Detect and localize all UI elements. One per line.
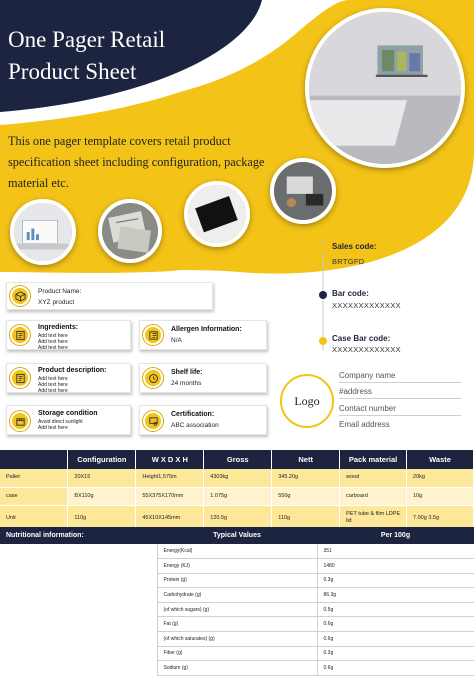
clock-icon [143,368,163,388]
nutrition-table [0,527,474,676]
spec-header-cell: W X D X H [136,450,204,469]
table-cell: 1.075g [204,487,272,505]
laptop-cart-photo [305,8,465,168]
description-line: Add text here [38,388,68,394]
allergen-card [139,320,267,350]
page-title [8,24,228,88]
table-row [0,646,474,661]
case-bar-code-label: Case Bar code: [332,334,391,343]
table-cell: 45X10X145mm [136,505,204,531]
table-row [0,544,474,559]
table-cell: 1480 [317,559,474,574]
table-cell: 10g [407,487,474,505]
table-row [0,573,474,588]
table-cell: case [0,487,68,505]
spec-header-cell [0,450,68,469]
product-name-value: XYZ product [38,299,75,306]
table-cell: Sodium (g) [157,661,317,676]
certificate-icon [143,411,163,431]
bar-code-value: XXXXXXXXXXXXX [332,301,401,310]
certification-value: ABC association [171,422,219,429]
table-cell: 4303kg [204,469,272,487]
nutrition-header-cell: Typical Values [157,527,317,544]
company-logo: Logo [280,374,334,428]
table-cell: 110g [272,505,340,531]
spec-header-cell: Pack material [340,450,407,469]
company-email: Email address [339,420,390,429]
papers-photo [98,199,162,263]
document-icon [10,368,30,388]
title-line-2: Product Sheet [8,59,137,84]
storage-line: Avoid direct sunlight [38,419,83,425]
case-bar-code-value: XXXXXXXXXXXXX [332,345,401,354]
product-name-label: Product Name: [38,288,82,295]
table-row [0,617,474,632]
table-row [0,559,474,574]
table-cell: 345.20g [272,469,340,487]
allergen-value: N/A [171,337,182,344]
description-line: Add text here [38,382,68,388]
box-icon [10,411,30,431]
table-cell: 0.5g [317,602,474,617]
table-cell: 0.3g [317,646,474,661]
storage-label: Storage condition [38,410,98,417]
ingredients-card [6,320,131,350]
table-cell: 550g [272,487,340,505]
company-name: Company name [339,371,461,383]
table-cell: wood [340,469,407,487]
table-cell: (of which sugars) (g) [157,602,317,617]
sales-code-dot [319,244,327,252]
table-cell: carboard [340,487,407,505]
table-row [0,469,474,487]
table-row [0,588,474,603]
list-icon [10,325,30,345]
product-name-card [6,282,213,310]
allergen-label: Allergen Information: [171,326,242,333]
table-cell: Energy(Kcal) [157,544,317,559]
table-cell: Height1,575m [136,469,204,487]
storage-line: Add text here [38,425,68,431]
table-cell: 120.5g [204,505,272,531]
table-cell: Protein (g) [157,573,317,588]
table-cell: 7.00g 3.5g [407,505,474,531]
bar-code-dot [319,291,327,299]
spec-header-cell: Waste [407,450,474,469]
certification-card [139,405,267,435]
spec-header-cell: Nett [272,450,340,469]
table-cell: 86.3g [317,588,474,603]
table-cell: PET tube & film LDPE lid [340,505,407,531]
table-cell: 351 [317,544,474,559]
table-row [0,661,474,676]
company-contact: Contact number [339,404,461,416]
table-cell: 0.6g [317,617,474,632]
nutrition-title: Nutritional information: [0,527,157,544]
table-cell: 55X375X170mm [136,487,204,505]
ingredients-line: Add text here [38,345,68,351]
intro-text: This one pager template covers retail product specification sheet including configuration, package material etc. [8,134,265,190]
table-cell: 0.6g [317,661,474,676]
table-cell: (of which saturates) (g) [157,632,317,647]
desk-photo [270,158,336,224]
sales-code-label: Sales code: [332,242,377,251]
case-bar-code-dot [319,337,327,345]
table-cell: BX110g [68,487,136,505]
table-cell: Fiber (g) [157,646,317,661]
shelf-life-card [139,363,267,393]
ingredients-label: Ingredients: [38,324,79,331]
spec-header-cell: Configuration [68,450,136,469]
table-cell: Carbohydrate (g) [157,588,317,603]
spec-header-cell: Gross [204,450,272,469]
shelf-life-label: Shelf life: [171,369,203,376]
table-cell: Fat (g) [157,617,317,632]
description-label: Product description: [38,367,107,374]
table-cell: 0.3g [317,573,474,588]
company-address: #address [339,387,461,399]
description-card [6,363,131,393]
table-cell: 110g [68,505,136,531]
table-cell: 20X15 [68,469,136,487]
table-row [0,602,474,617]
table-cell: Unit [0,505,68,531]
cube-icon [10,286,30,306]
tablet-photo [184,181,250,247]
title-line-1: One Pager Retail [8,27,166,52]
ingredients-line: Add text here [38,333,68,339]
storage-card [6,405,131,435]
sales-code-value: BRTGFD [332,257,365,266]
table-cell: Energy (KJ) [157,559,317,574]
spec-table [0,450,474,532]
nutrition-header-cell: Per 100g [317,527,474,544]
table-row [0,487,474,505]
nutrition-header-row [0,527,474,544]
spec-header-row [0,450,474,469]
table-cell: Pallet [0,469,68,487]
bar-code-label: Bar code: [332,289,369,298]
warning-icon [143,325,163,345]
certification-label: Certification: [171,411,215,418]
table-cell: 20kg [407,469,474,487]
description-line: Add text here [38,376,68,382]
table-row [0,632,474,647]
ingredients-line: Add text here [38,339,68,345]
shelf-life-value: 24 months [171,380,202,387]
dashboard-photo [10,199,76,265]
table-cell: 0.6g [317,632,474,647]
